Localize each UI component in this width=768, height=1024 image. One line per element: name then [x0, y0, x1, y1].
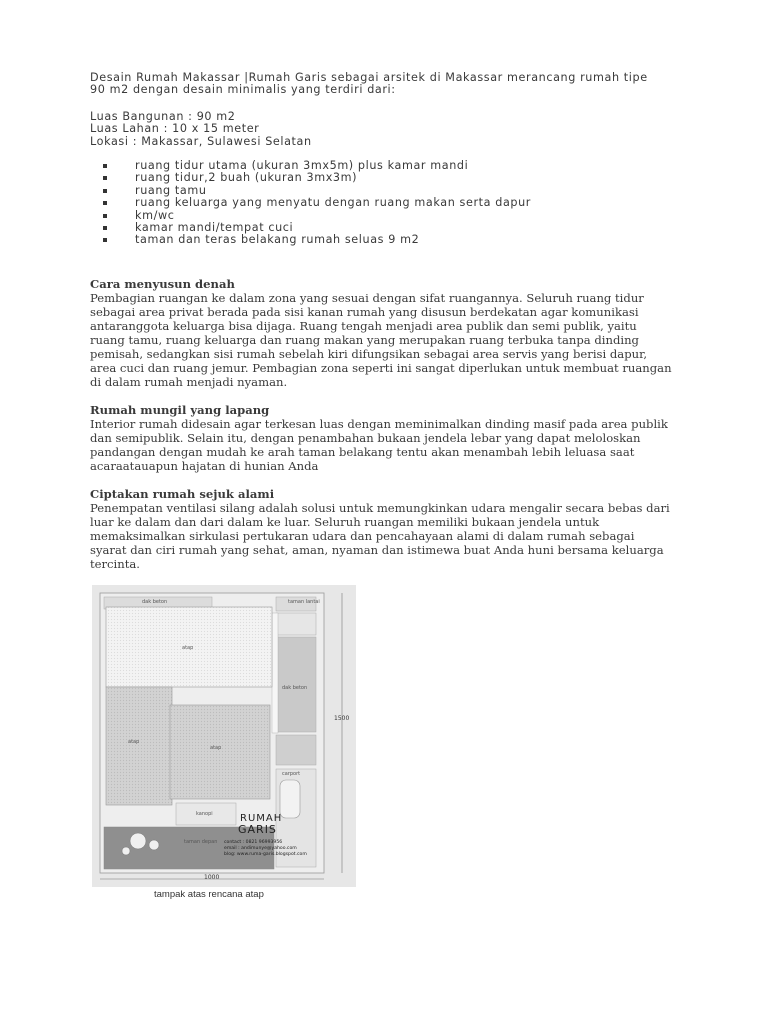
label-carport: carport: [282, 771, 301, 777]
list-item: ruang tidur,2 buah (ukuran 3mx3m): [90, 172, 531, 184]
list-item: ruang tidur utama (ukuran 3mx5m) plus kamar mandi: [90, 160, 531, 172]
property-facts: [90, 111, 312, 148]
luas-lahan: Luas Lahan : 10 x 15 meter: [90, 122, 260, 136]
label-dak-beton-top: dak beton: [142, 599, 168, 605]
list-item: kamar mandi/tempat cuci: [90, 222, 531, 234]
paragraph-line: syarat dan ciri rumah yang sehat, aman, nyaman dan istimewa buat Anda huni bersama keluarga: [90, 543, 664, 557]
brand-contact-block: [224, 840, 307, 858]
paragraph-line: pemisah, sedangkan sisi rumah sebelah kiri difungsikan sebagai area servis yang berisi dapur,: [90, 347, 648, 361]
paragraph-line: dan semipublik. Selain itu, dengan penambahan bukaan jendela lebar yang dapat meloloskan: [90, 431, 641, 445]
paragraph-line: memaksimalkan sirkulasi pertukaran udara dan pencahayaan alami di dalam rumah sebagai: [90, 529, 635, 543]
intro-paragraph: [90, 72, 690, 97]
brand-line-2: GARIS: [238, 823, 277, 836]
section-mungil: [90, 403, 690, 473]
dimension-width: 1000: [204, 874, 220, 881]
label-dak-beton-right: dak beton: [282, 685, 308, 691]
label-atap-top: atap: [182, 645, 194, 651]
dimension-height: 1500: [334, 715, 350, 722]
brand-email: email : andimunye@yahoo.com: [224, 846, 297, 851]
paragraph-line: sebagai area privat berada pada sisi kanan rumah yang disusun berdekatan agar komunikasi: [90, 305, 639, 319]
label-atap-center: atap: [210, 745, 222, 751]
list-item: taman dan teras belakang rumah seluas 9 m2: [90, 234, 531, 246]
label-kanopi: kanopi: [196, 811, 213, 817]
paragraph-line: antaranggota keluarga bisa dijaga. Ruang tengah menjadi area publik dan semi publik, yaitu: [90, 319, 637, 333]
paragraph-line: pandangan dengan mudah ke arah taman belakang tentu akan menambah lebih leluasa saat: [90, 445, 635, 459]
paragraph-line: area cuci dan ruang jemur. Pembagian zona seperti ini sangat diperlukan untuk membuat ruangan: [90, 361, 672, 375]
paragraph-line: luar ke dalam dan dari dalam ke luar. Seluruh ruangan memiliki bukaan jendela untuk: [90, 515, 600, 529]
list-item: ruang keluarga yang menyatu dengan ruang makan serta dapur: [90, 197, 531, 209]
brand-contact: contact : 0821 96993956: [224, 840, 283, 845]
section-sejuk: [90, 487, 690, 571]
section-heading: Rumah mungil yang lapang: [90, 403, 270, 417]
brand-logo: [240, 813, 282, 835]
paragraph-line: tercinta.: [90, 557, 140, 571]
section-denah: [90, 277, 690, 389]
figure-caption: tampak atas rencana atap: [154, 889, 264, 900]
luas-bangunan: Luas Bangunan : 90 m2: [90, 110, 236, 123]
label-taman-depan: taman depan: [184, 839, 218, 845]
brand-blog: blog: www.ruma-garis.blogspot.com: [224, 852, 307, 857]
section-heading: Ciptakan rumah sejuk alami: [90, 487, 275, 501]
lokasi: Lokasi : Makassar, Sulawesi Selatan: [90, 134, 312, 148]
label-taman-lantai: taman lantai: [288, 599, 320, 605]
paragraph-line: acaraatauapun hajatan di hunian Anda: [90, 459, 319, 473]
paragraph-line: Interior rumah didesain agar terkesan luas dengan meminimalkan dinding masif pada area publik: [90, 417, 668, 431]
intro-line-1: Desain Rumah Makassar |Rumah Garis sebagai arsitek di Makassar merancang rumah tipe: [90, 71, 648, 84]
label-atap-left: atap: [128, 739, 140, 745]
paragraph-line: Pembagian ruangan ke dalam zona yang sesuai dengan sifat ruangannya. Seluruh ruang tidur: [90, 291, 644, 305]
paragraph-line: Penempatan ventilasi silang adalah solusi untuk memungkinkan udara mengalir secara bebas dari: [90, 501, 670, 515]
roof-plan-image: [92, 585, 356, 887]
list-item: km/wc: [90, 210, 531, 222]
list-item: ruang tamu: [90, 185, 531, 197]
paragraph-line: di dalam rumah menjadi nyaman.: [90, 375, 288, 389]
room-list: [90, 160, 531, 247]
intro-line-2: 90 m2 dengan desain minimalis yang terdiri dari:: [90, 83, 396, 97]
section-heading: Cara menyusun denah: [90, 277, 235, 291]
brand-line-1: RUMAH: [240, 813, 283, 824]
paragraph-line: ruang tamu, ruang keluarga dan ruang makan yang merupakan ruang terbuka tanpa dinding: [90, 333, 639, 347]
